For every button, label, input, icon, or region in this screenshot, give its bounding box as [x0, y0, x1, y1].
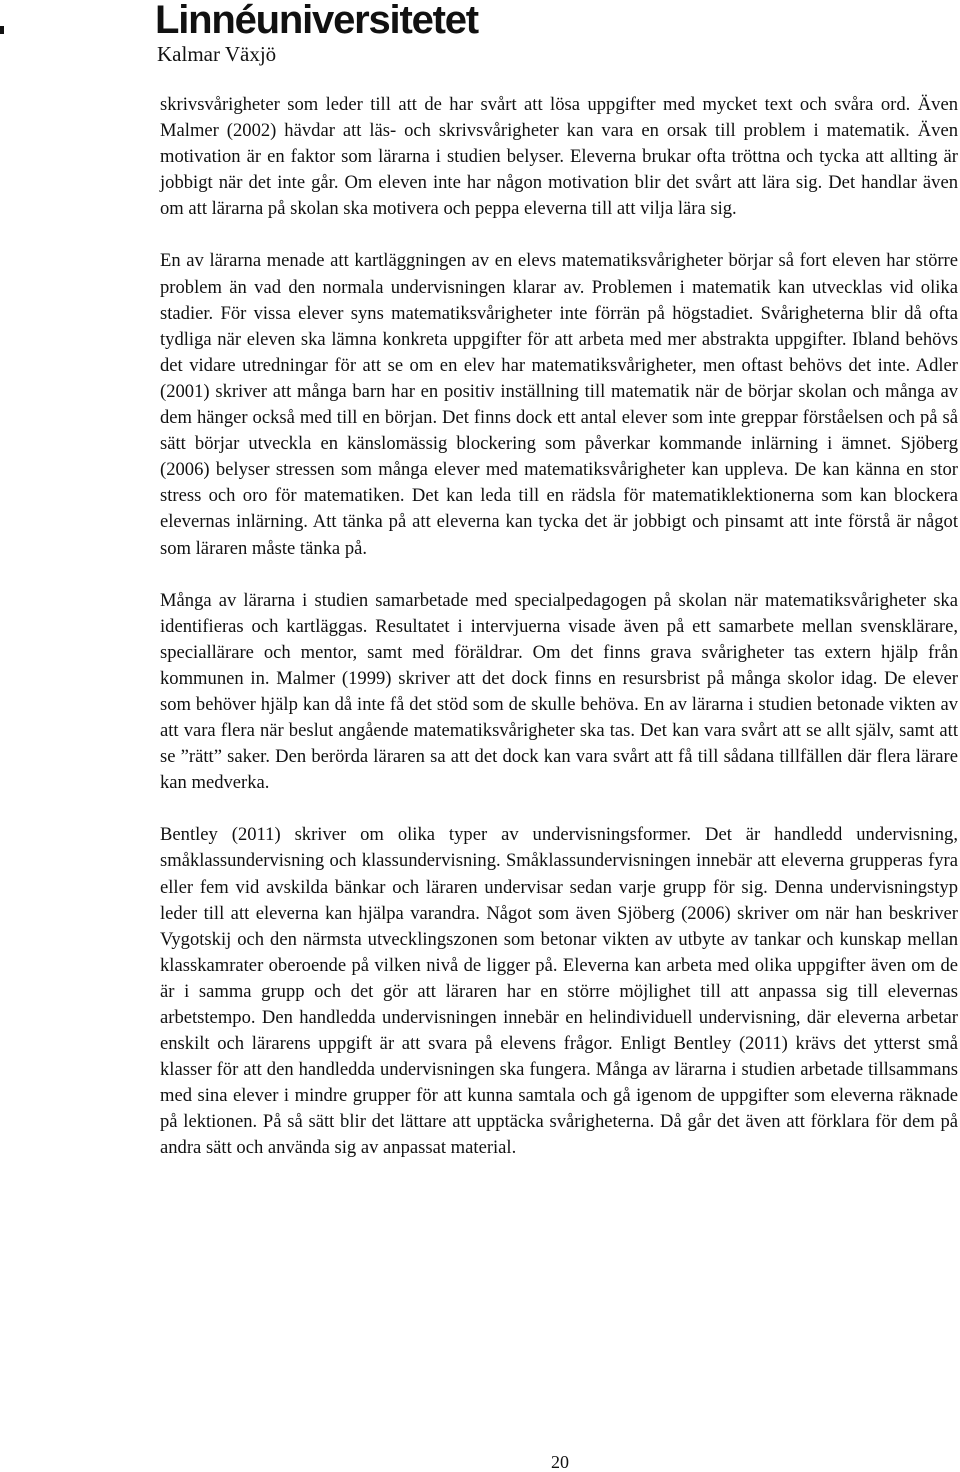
page-number: 20 — [551, 1452, 569, 1472]
page-edge-mark — [0, 26, 4, 34]
paragraph-4: Bentley (2011) skriver om olika typer av undervisningsformer. Det är handledd undervisning, småklassundervisning och klassundervisning. Småklassundervisningen innebär att eleverna grupperas fyra eller fem vid avskilda bänkar och läraren undervisar sedan varje grupp för sig. Denna undervisningstyp leder till att eleverna kan hjälpa varandra. Något som även Sjöberg (2006) skriver om när han beskriver Vygotskij och den närmsta utvecklingszonen som betonar vikten av utbyte av tankar och kunskap mellan klasskamrater oberoende på vilken nivå de ligger på. Eleverna kan arbeta med olika uppgifter även om de är i samma grupp och det gör att läraren har en större möjlighet till att anpassa sig till elevernas arbetstempo. Den handledda undervisningen innebär en helindividuell undervisning, där eleverna arbetar enskilt och lärarens uppgift är att svara på elevens frågor. Enligt Bentley (2011) krävs det ytterst små klasser för att den handledda undervisningen ska fungera. Många av lärarna i studien arbetade tillsammans med sina elever i mindre grupper för att kunna samtala och gå igenom de uppgifter som eleverna räknade på lektionen. På så sätt blir det lättare att upptäcka svårigheterna. Då går det även att förklara för dem på andra sätt och använda sig av anpassat material. — [160, 824, 958, 1159]
paragraph-1: skrivsvårigheter som leder till att de har svårt att lösa uppgifter med mycket text och svåra ord. Även Malmer (2002) hävdar att läs- och skrivsvårigheter kan vara en orsak till problem i matematik. Även motivation är en faktor som lärarna i studien belyser. Eleverna brukar ofta tröttna och tycka att allting är jobbigt när det inte går. Om eleven inte har någon motivation blir det svårt att lära sig. Det handlar även om att lärarna på skolan ska motivera och peppa eleverna till att vilja lära sig. — [160, 94, 958, 220]
logo-name: Linnéuniversitetet — [155, 0, 478, 42]
paragraph-3: Många av lärarna i studien samarbetade med specialpedagogen på skolan när matematiksvårigheter ska identifieras och kartläggas. Resultatet i intervjuerna visade även på ett samarbete mellan svensklärare, speciallärare och mentor, samt med föräldrar. Om det finns grava svårigheter tas extern hjälp från kommunen in. Malmer (1999) skriver att det dock finns en resursbrist på många skolor idag. De elever som behöver hjälp kan då inte få det stöd som de skulle behöva. En av lärarna i studien betonade vikten av att vara flera när beslut angående matematiksvårigheter ska tas. Det kan vara svårt att se allt själv, samt att se ”rätt” saker. Den berörda läraren sa att det dock kan vara svårt att få till sådana tillfällen där flera lärare kan medverka. — [160, 589, 958, 794]
paragraph-2: En av lärarna menade att kartläggningen av en elevs matematiksvårigheter börjar så fort eleven har större problem än vad den normala undervisningen klarar av. Problemen i matematik kan utvecklas vid olika stadier. För vissa elever syns matematiksvårigheter inte förrän på högstadiet. Svårigheterna blir då ofta tydliga när eleven ska lämna konkreta uppgifter för att arbeta med mer abstrakta uppgifter. Ibland behövs det vidare utredningar för att se om en elev har matematiksvårigheter, men oftast behövs det inte. Adler (2001) skriver att många barn har en positiv inställning till matematik när de börjar skolan och många av dem hänger också med till en början. Det finns dock ett antal elever som inte greppar förståelsen och på så sätt börjar utveckla en känslomässig blockering som påverkar kommande inlärning i ämnet. Sjöberg (2006) belyser stressen som många elever med matematiksvårigheter kan uppleva. De kan känna en stor stress och oro för matematiken. Det kan leda till en rädsla för matematiklektionerna som kan blockera elevernas inlärning. Att tänka på att eleverna kan tycka det är jobbigt och pinsamt att inte förstå är något som läraren måste tänka på. — [160, 250, 958, 559]
body-text — [160, 92, 958, 1188]
logo-subtitle: Kalmar Växjö — [157, 42, 277, 66]
university-logo — [155, 0, 478, 66]
